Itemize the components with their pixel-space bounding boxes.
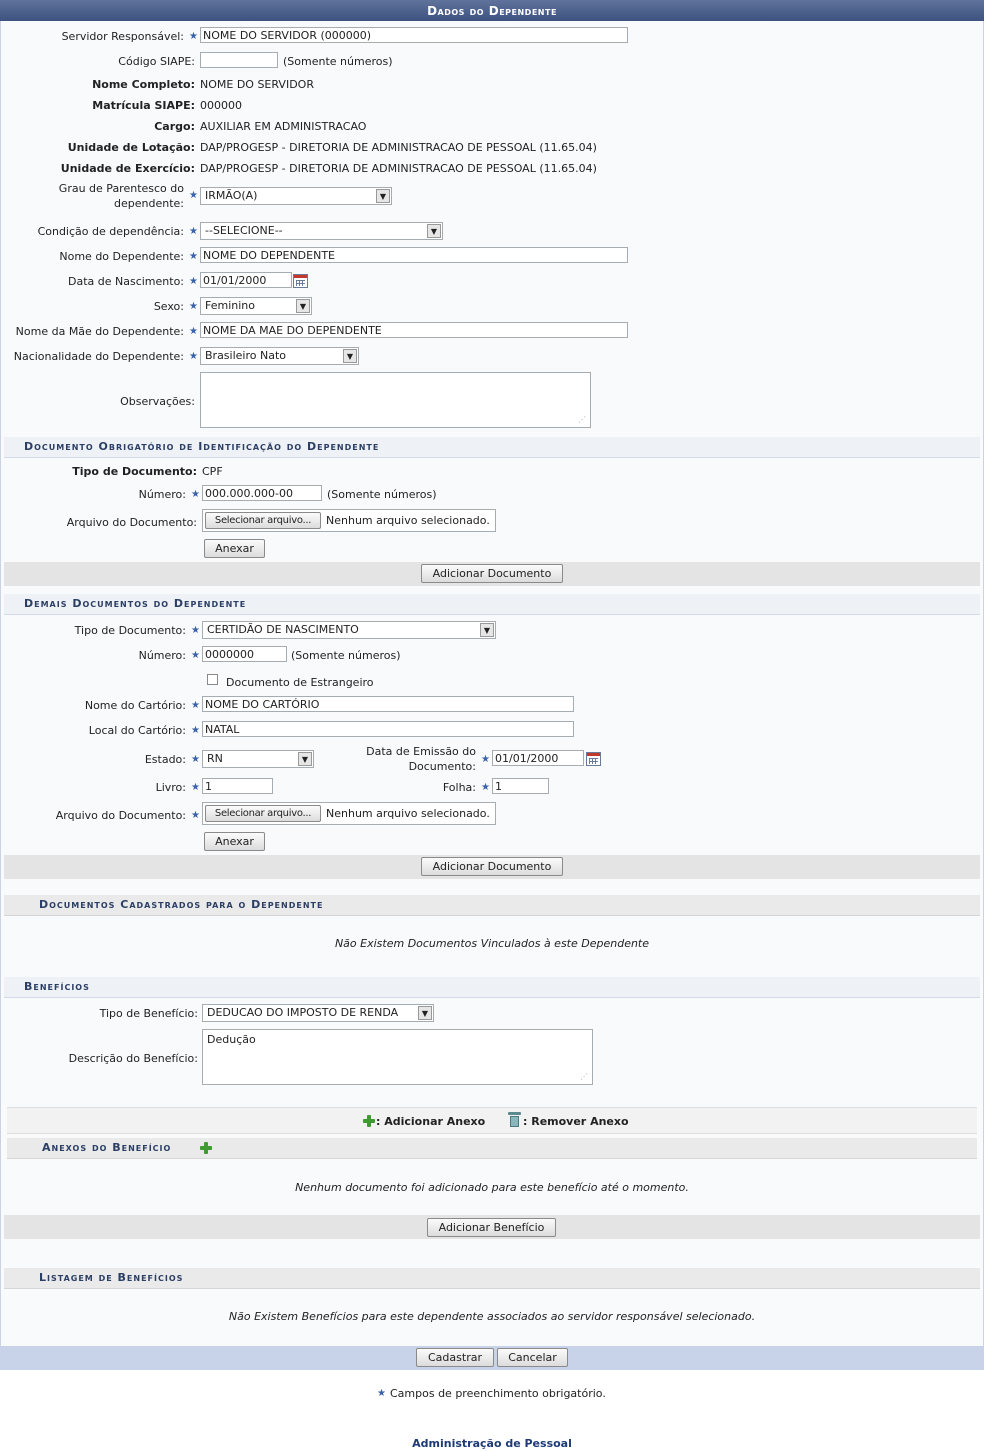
nascimento-input[interactable]: 01/01/2000 [200,272,292,288]
required-star-icon: ★ [191,810,200,821]
local-cartorio-input[interactable]: NATAL [202,721,574,737]
estrangeiro-checkbox[interactable] [207,674,218,685]
mae-label: Nome da Mãe do Dependente: [15,325,184,338]
chevron-down-icon: ▼ [376,189,390,203]
calendar-icon[interactable] [293,274,308,288]
anexar-button[interactable]: Anexar [204,539,265,558]
add-attachment-icon [362,1114,376,1128]
select-file-button[interactable]: Selecionar arquivo... [205,512,321,529]
local-cartorio-label: Local do Cartório: [88,724,186,737]
adicionar-documento-button[interactable]: Adicionar Documento [421,564,563,583]
chevron-down-icon: ▼ [418,1006,432,1020]
calendar-icon[interactable] [586,752,601,766]
livro-input[interactable]: 1 [202,778,273,794]
section-anexos-beneficio: Anexos do Benefício [7,1138,977,1159]
estado-label: Estado: [144,753,186,766]
info-label: Unidade de Lotação: [67,141,195,154]
folha-input[interactable]: 1 [492,778,549,794]
demais-tipo-label: Tipo de Documento: [74,624,186,637]
servidor-label: Servidor Responsável: [61,30,184,43]
doc-file-input[interactable] [202,509,496,532]
parentesco-value: IRMÃO(A) [205,189,258,202]
doc-numero-hint: (Somente números) [327,488,437,501]
page-title: Dados do Dependente [0,0,984,21]
demais-numero-hint: (Somente números) [291,649,401,662]
required-star-icon: ★ [189,276,198,287]
chevron-down-icon: ▼ [343,349,357,363]
section-beneficios: Benefícios [4,977,980,998]
condicao-value: --SELECIONE-- [205,224,283,237]
demais-numero-label: Número: [138,649,186,662]
sexo-select[interactable] [200,297,312,315]
section-doc-obrigatorio: Documento Obrigatório de Identificação do Dependente [4,437,980,458]
demais-tipo-select[interactable] [202,621,496,639]
section-demais-documentos: Demais Documentos do Dependente [4,594,980,615]
info-value: DAP/PROGESP - DIRETORIA DE ADMINISTRACAO DE PESSOAL (11.65.04) [200,162,597,175]
required-star-icon: ★ [189,190,198,201]
parentesco-select[interactable] [200,187,392,205]
required-note: Campos de preenchimento obrigatório. [390,1387,606,1400]
select-file-button[interactable]: Selecionar arquivo... [205,805,321,822]
required-star-icon: ★ [191,625,200,636]
legend-remove-label: : Remover Anexo [523,1115,629,1128]
siape-input[interactable] [200,52,278,68]
doc-arquivo-label: Arquivo do Documento: [66,516,197,529]
observacoes-textarea[interactable] [200,372,591,428]
condicao-select[interactable] [200,222,443,240]
doc-numero-label: Número: [138,488,186,501]
doc-tipo-value: CPF [202,465,223,478]
parentesco-label: dependente: [114,197,184,210]
livro-label: Livro: [155,781,186,794]
footer-module-link[interactable]: Administração de Pessoal [412,1437,572,1450]
required-star-icon: ★ [189,326,198,337]
section-documentos-cadastrados: Documentos Cadastrados para o Dependente [4,895,980,916]
adicionar-documento-button[interactable]: Adicionar Documento [421,857,563,876]
siape-label: Código SIAPE: [118,55,195,68]
info-label: Matrícula SIAPE: [92,99,195,112]
estrangeiro-label: Documento de Estrangeiro [226,676,374,689]
beneficios-empty-message: Não Existem Benefícios para este dependente associados ao servidor responsável selecionado. [228,1310,756,1323]
cartorio-input[interactable]: NOME DO CARTÓRIO [202,696,574,712]
beneficio-descricao-label: Descrição do Benefício: [68,1052,198,1065]
servidor-input[interactable]: NOME DO SERVIDOR (000000) [200,27,628,43]
beneficio-tipo-label: Tipo de Benefício: [99,1007,198,1020]
beneficio-tipo-select[interactable] [202,1004,434,1022]
chevron-down-icon: ▼ [296,299,310,313]
estado-select[interactable] [202,750,314,768]
sexo-label: Sexo: [153,300,184,313]
chevron-down-icon: ▼ [480,623,494,637]
required-star-icon: ★ [189,31,198,42]
required-star-icon: ★ [189,251,198,262]
nacionalidade-select[interactable] [200,347,359,365]
file-status: Nenhum arquivo selecionado. [326,807,490,820]
info-label: Nome Completo: [92,78,195,91]
required-star-icon: ★ [191,489,200,500]
condicao-label: Condição de dependência: [37,225,184,238]
anexos-empty-message: Nenhum documento foi adicionado para este benefício até o momento. [295,1181,689,1194]
required-star-icon: ★ [191,700,200,711]
required-star-icon: ★ [189,301,198,312]
nascimento-label: Data de Nascimento: [67,275,184,288]
nacionalidade-value: Brasileiro Nato [205,349,286,362]
mae-input[interactable]: NOME DA MAE DO DEPENDENTE [200,322,628,338]
estado-value: RN [207,752,223,765]
resize-grip-icon[interactable]: ⋰ [578,415,586,424]
demais-tipo-value: CERTIDÃO DE NASCIMENTO [207,623,359,636]
observacoes-label: Observações: [120,395,195,408]
demais-arquivo-label: Arquivo do Documento: [55,809,186,822]
sexo-value: Feminino [205,299,255,312]
required-star-icon: ★ [481,754,490,765]
beneficio-tipo-value: DEDUCAO DO IMPOSTO DE RENDA [207,1006,399,1019]
demais-file-input[interactable] [202,802,496,825]
doc-numero-input[interactable]: 000.000.000-00 [202,485,322,501]
cartorio-label: Nome do Cartório: [84,699,186,712]
required-star-icon: ★ [189,351,198,362]
cadastrar-button[interactable]: Cadastrar [416,1348,494,1367]
required-star-icon: ★ [191,725,200,736]
emissao-label: Data de Emissão do [366,745,476,758]
required-star-icon: ★ [191,650,200,661]
siape-hint: (Somente números) [283,55,393,68]
info-label: Unidade de Exercício: [60,162,195,175]
add-attachment-icon[interactable] [199,1141,213,1155]
info-value: DAP/PROGESP - DIRETORIA DE ADMINISTRACAO DE PESSOAL (11.65.04) [200,141,597,154]
legend-bar [7,1107,977,1134]
nome-dep-input[interactable]: NOME DO DEPENDENTE [200,247,628,263]
required-star-icon: ★ [481,782,490,793]
emissao-input[interactable]: 01/01/2000 [492,750,584,766]
anexar-button[interactable]: Anexar [204,832,265,851]
required-star-icon: ★ [191,754,200,765]
parentesco-label: Grau de Parentesco do [58,182,184,195]
demais-numero-input[interactable]: 0000000 [202,646,287,662]
trash-icon [508,1112,521,1127]
legend-add-label: : Adicionar Anexo [376,1115,486,1128]
resize-grip-icon[interactable]: ⋰ [580,1072,588,1081]
section-listagem-beneficios: Listagem de Benefícios [4,1268,980,1289]
chevron-down-icon: ▼ [298,752,312,766]
required-star-icon: ★ [377,1388,386,1399]
chevron-down-icon: ▼ [427,224,441,238]
emissao-label: Documento: [408,760,476,773]
cancelar-button[interactable]: Cancelar [497,1348,568,1367]
info-label: Cargo: [154,120,195,133]
required-star-icon: ★ [191,782,200,793]
nacionalidade-label: Nacionalidade do Dependente: [13,350,184,363]
doc-tipo-label: Tipo de Documento: [72,465,197,478]
info-value: AUXILIAR EM ADMINISTRACAO [200,120,367,133]
documentos-empty-message: Não Existem Documentos Vinculados à este Dependente [334,937,650,950]
folha-label: Folha: [442,781,476,794]
beneficio-descricao-value: Dedução [207,1033,256,1046]
file-status: Nenhum arquivo selecionado. [326,514,490,527]
beneficio-descricao-textarea[interactable] [202,1029,593,1085]
nome-dep-label: Nome do Dependente: [59,250,184,263]
info-value: 000000 [200,99,242,112]
info-value: NOME DO SERVIDOR [200,78,314,91]
required-star-icon: ★ [189,226,198,237]
adicionar-beneficio-button[interactable]: Adicionar Benefício [427,1218,556,1237]
